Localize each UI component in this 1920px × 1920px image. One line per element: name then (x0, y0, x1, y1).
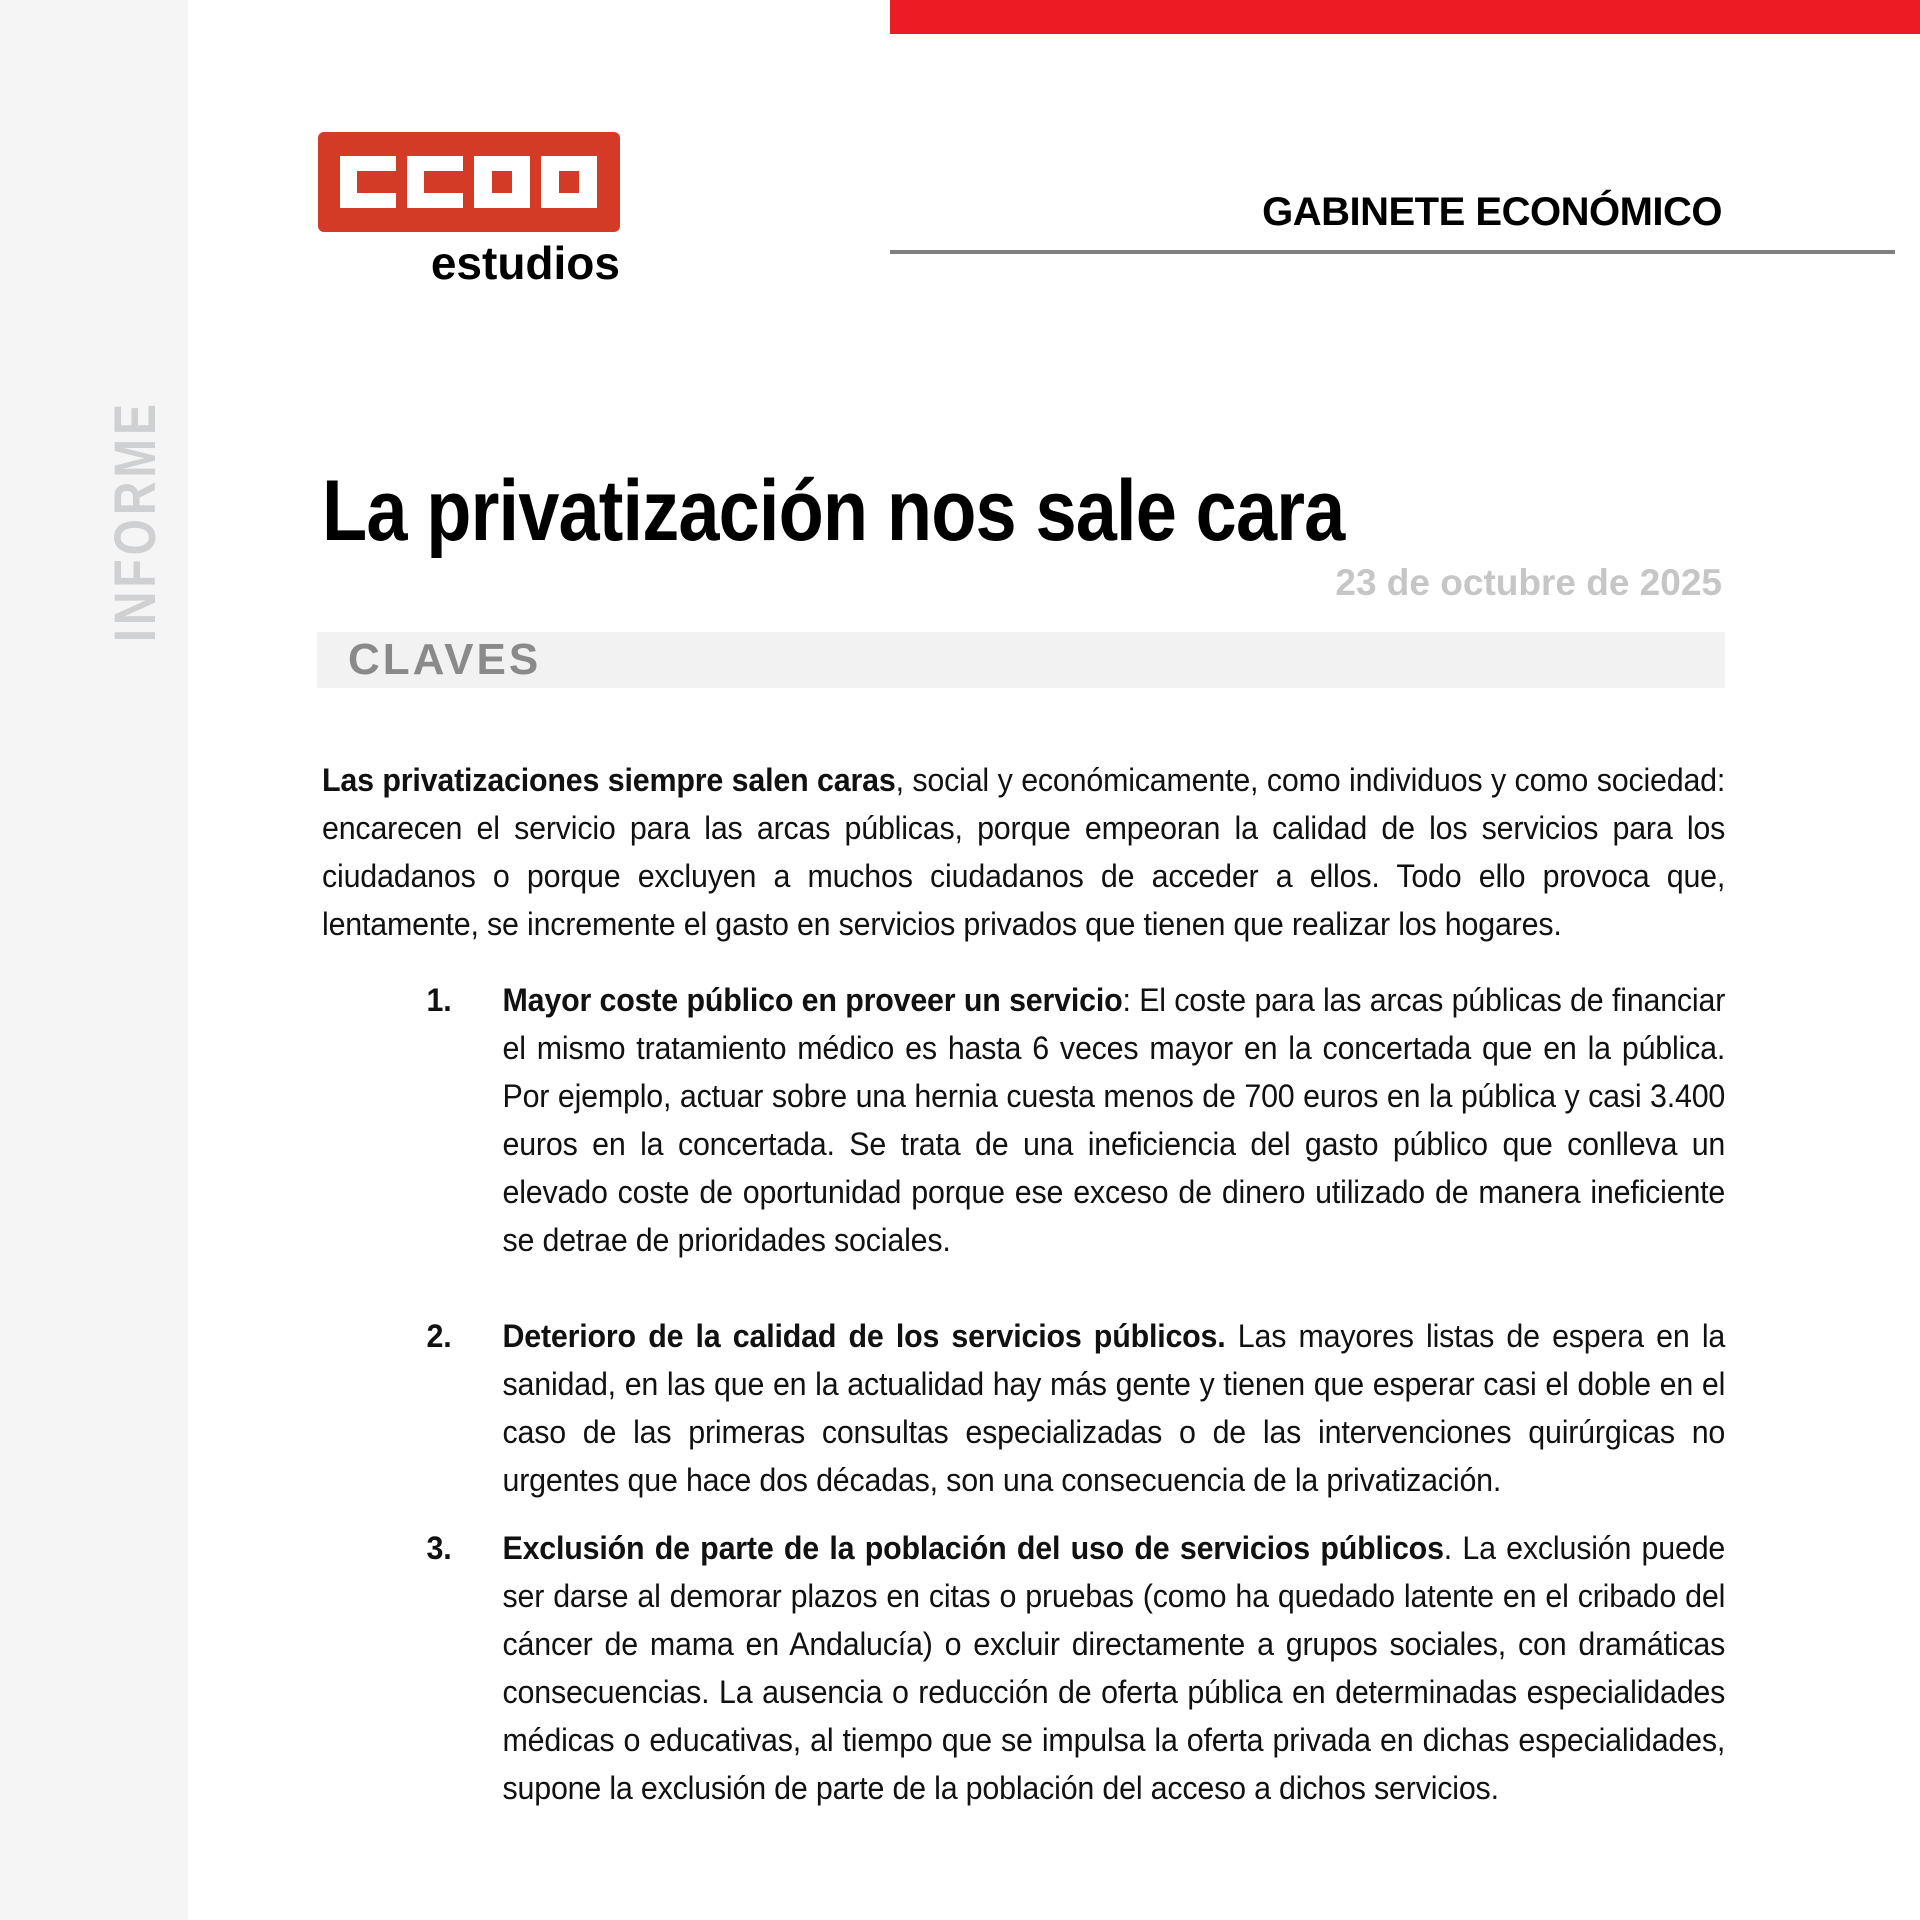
top-red-bar (890, 0, 1920, 34)
list-item (322, 1312, 1725, 1504)
intro-body: , social y económicamente, como individuos y como sociedad: encarecen el servicio para las arcas públicas, porque empeoran la calidad de los servicios para los ciudadanos o porque excluyen a muchos ciudadanos de acceder a ellos. Todo ello provoca que, lentamente, se incremente el gasto en servicios privados que tienen que realizar los hogares. (322, 762, 1726, 942)
department-header: GABINETE ECONÓMICO (1262, 190, 1722, 234)
header-divider (890, 250, 1895, 254)
left-gray-band (0, 0, 188, 1920)
list-item-body: . La exclusión puede ser darse al demorar plazos en citas o pruebas (como ha quedado latente en el cribado del cáncer de mama en Andalucía) o excluir directamente a grupos sociales, con dramáticas consecuencias. La ausencia o reducción de oferta pública en determinadas especialidades médicas o educativas, al tiempo que se impulsa la oferta privada en dichas especialidades, supone la exclusión de parte de la población del acceso a dichos servicios. (502, 1530, 1726, 1806)
list-item (322, 1524, 1725, 1812)
claves-section-heading: CLAVES (348, 635, 542, 684)
intro-lead-bold: Las privatizaciones siempre salen caras (322, 762, 896, 798)
list-item-number: 2. (426, 1318, 452, 1354)
informe-watermark: INFORME (103, 400, 168, 642)
list-item-lead: Mayor coste público en proveer un servicio (502, 982, 1123, 1018)
document-date: 23 de octubre de 2025 (1335, 562, 1722, 603)
list-item-body: Las mayores listas de espera en la sanidad, en las que en la actualidad hay más gente y tienen que esperar casi el doble en el caso de las primeras consultas especializadas o de las intervenciones quirúrgicas no urgentes que hace dos décadas, son una consecuencia de la privatización. (502, 1318, 1726, 1498)
list-item-number: 3. (426, 1530, 452, 1566)
logo-subtitle: estudios (430, 237, 620, 289)
body-text (322, 756, 1725, 1812)
list-item (322, 976, 1725, 1264)
ccoo-logo (318, 132, 620, 289)
claves-section-bar (317, 632, 1725, 688)
list-item-lead: Exclusión de parte de la población del uso de servicios públicos (502, 1530, 1444, 1566)
page-title: La privatización nos sale cara (322, 462, 1345, 559)
list-item-body: : El coste para las arcas públicas de financiar el mismo tratamiento médico es hasta 6 veces mayor en la concertada que en la pública. Por ejemplo, actuar sobre una hernia cuesta menos de 700 euros en la pública y casi 3.400 euros en la concertada. Se trata de una ineficiencia del gasto público que conlleva un elevado coste de oportunidad porque ese exceso de dinero utilizado de manera ineficiente se detrae de prioridades sociales. (502, 982, 1726, 1258)
ccoo-logo-icon (318, 132, 620, 232)
intro-paragraph (322, 756, 1725, 948)
numbered-list (322, 976, 1725, 1812)
list-item-number: 1. (426, 982, 452, 1018)
list-item-lead: Deterioro de la calidad de los servicios públicos. (502, 1318, 1226, 1354)
